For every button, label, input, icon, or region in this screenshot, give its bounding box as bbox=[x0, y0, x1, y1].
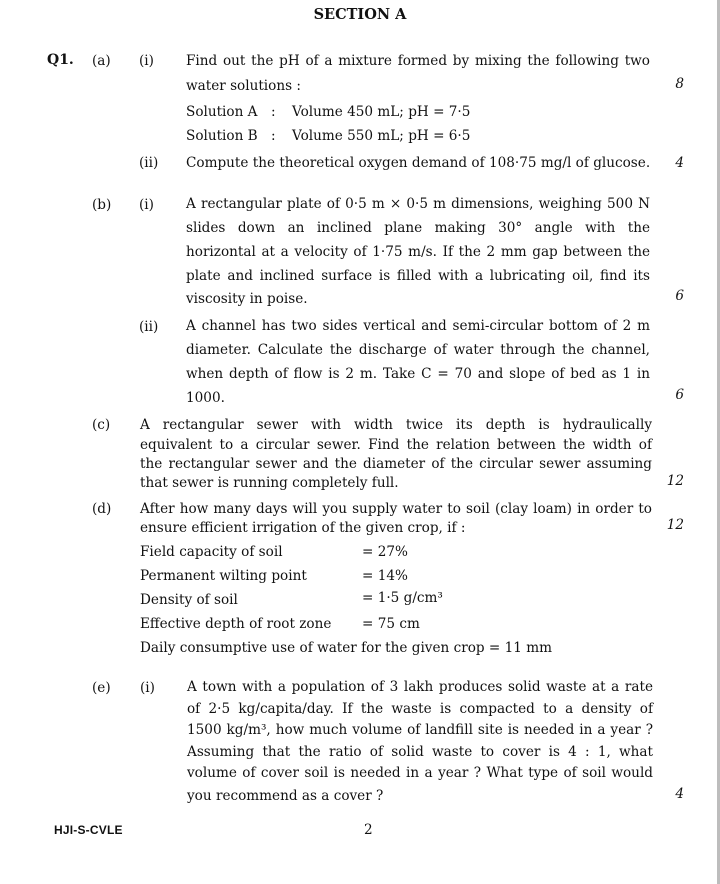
param-value: = 27% bbox=[362, 544, 408, 560]
param-value: = 1·5 g/cm³ bbox=[362, 590, 443, 606]
param-value: = 14% bbox=[362, 568, 408, 584]
part-e-i-line: of 2·5 kg/capita/day. If the waste is compacted to a density of bbox=[187, 701, 653, 717]
daily-use-line: Daily consumptive use of water for the given crop = 11 mm bbox=[140, 640, 553, 656]
part-d-line: ensure efficient irrigation of the given crop, if : bbox=[140, 520, 466, 536]
param-name: Density of soil bbox=[140, 592, 238, 608]
part-b-i-line: viscosity in poise. bbox=[186, 291, 308, 307]
part-b-i-label: (i) bbox=[139, 197, 154, 213]
part-e-i-label: (i) bbox=[140, 680, 155, 696]
param-name: Effective depth of root zone bbox=[140, 616, 332, 632]
part-c-line: equivalent to a circular sewer. Find the relation between the width of bbox=[140, 437, 652, 453]
part-d-line: After how many days will you supply water to soil (clay loam) in order to bbox=[140, 501, 652, 517]
part-e-label: (e) bbox=[92, 680, 111, 696]
part-c-line: A rectangular sewer with width twice its depth is hydraulically bbox=[140, 417, 652, 433]
section-heading: SECTION A bbox=[313, 6, 407, 23]
part-b-ii-marks: 6 bbox=[675, 387, 684, 403]
part-a-i-line2: water solutions : bbox=[186, 78, 301, 94]
part-a-ii-marks: 4 bbox=[675, 155, 684, 171]
part-e-i-marks: 4 bbox=[675, 786, 684, 802]
part-a-i-marks: 8 bbox=[675, 76, 684, 92]
part-b-i-line: plate and inclined surface is filled with a lubricating oil, find its bbox=[186, 268, 650, 284]
solution-b-sep: : bbox=[271, 128, 276, 144]
question-number: Q1. bbox=[47, 52, 74, 68]
part-e-i-line: Assuming that the ratio of solid waste to cover is 4 : 1, what bbox=[187, 744, 653, 760]
part-c-line: that sewer is running completely full. bbox=[140, 475, 399, 491]
part-e-i-line: A town with a population of 3 lakh produces solid waste at a rate bbox=[187, 679, 653, 695]
part-b-ii-label: (ii) bbox=[139, 319, 159, 335]
part-b-i-line: slides down an inclined plane making 30° angle with the bbox=[186, 220, 650, 236]
part-b-label: (b) bbox=[92, 197, 112, 213]
part-a-i-label: (i) bbox=[139, 53, 154, 69]
solution-b-name: Solution B bbox=[186, 128, 258, 144]
part-e-i-line: you recommend as a cover ? bbox=[187, 788, 384, 804]
part-b-i-marks: 6 bbox=[675, 288, 684, 304]
part-a-ii-text: Compute the theoretical oxygen demand of 108·75 mg/l of glucose. bbox=[186, 155, 651, 171]
solution-a-sep: : bbox=[271, 104, 276, 120]
solution-a-value: Volume 450 mL; pH = 7·5 bbox=[292, 104, 471, 120]
part-b-ii-line: diameter. Calculate the discharge of water through the channel, bbox=[186, 342, 650, 358]
part-e-i-line: 1500 kg/m³, how much volume of landfill site is needed in a year ? bbox=[187, 722, 653, 738]
part-a-ii-label: (ii) bbox=[139, 155, 159, 171]
part-c-label: (c) bbox=[92, 417, 111, 433]
paper-code: HJI-S-CVLE bbox=[54, 823, 123, 837]
part-b-ii-line: A channel has two sides vertical and semi-circular bottom of 2 m bbox=[186, 318, 650, 334]
param-name: Field capacity of soil bbox=[140, 544, 283, 560]
part-b-ii-line: 1000. bbox=[186, 390, 225, 406]
part-a-label: (a) bbox=[92, 53, 111, 69]
part-c-line: the rectangular sewer and the diameter of the circular sewer assuming bbox=[140, 456, 652, 472]
part-b-ii-line: when depth of flow is 2 m. Take C = 70 and slope of bed as 1 in bbox=[186, 366, 650, 382]
part-b-i-line: horizontal at a velocity of 1·75 m/s. If the 2 mm gap between the bbox=[186, 244, 650, 260]
part-d-label: (d) bbox=[92, 501, 112, 517]
part-a-i-line1: Find out the pH of a mixture formed by mixing the following two bbox=[186, 53, 650, 69]
param-value: = 75 cm bbox=[362, 616, 420, 632]
part-b-i-line: A rectangular plate of 0·5 m × 0·5 m dimensions, weighing 500 N bbox=[186, 196, 650, 212]
part-c-marks: 12 bbox=[666, 473, 684, 489]
part-e-i-line: volume of cover soil is needed in a year ? What type of soil would bbox=[187, 765, 653, 781]
solution-a-name: Solution A bbox=[186, 104, 258, 120]
page-number: 2 bbox=[364, 822, 373, 838]
solution-b-value: Volume 550 mL; pH = 6·5 bbox=[292, 128, 471, 144]
part-d-marks: 12 bbox=[666, 517, 684, 533]
param-name: Permanent wilting point bbox=[140, 568, 307, 584]
